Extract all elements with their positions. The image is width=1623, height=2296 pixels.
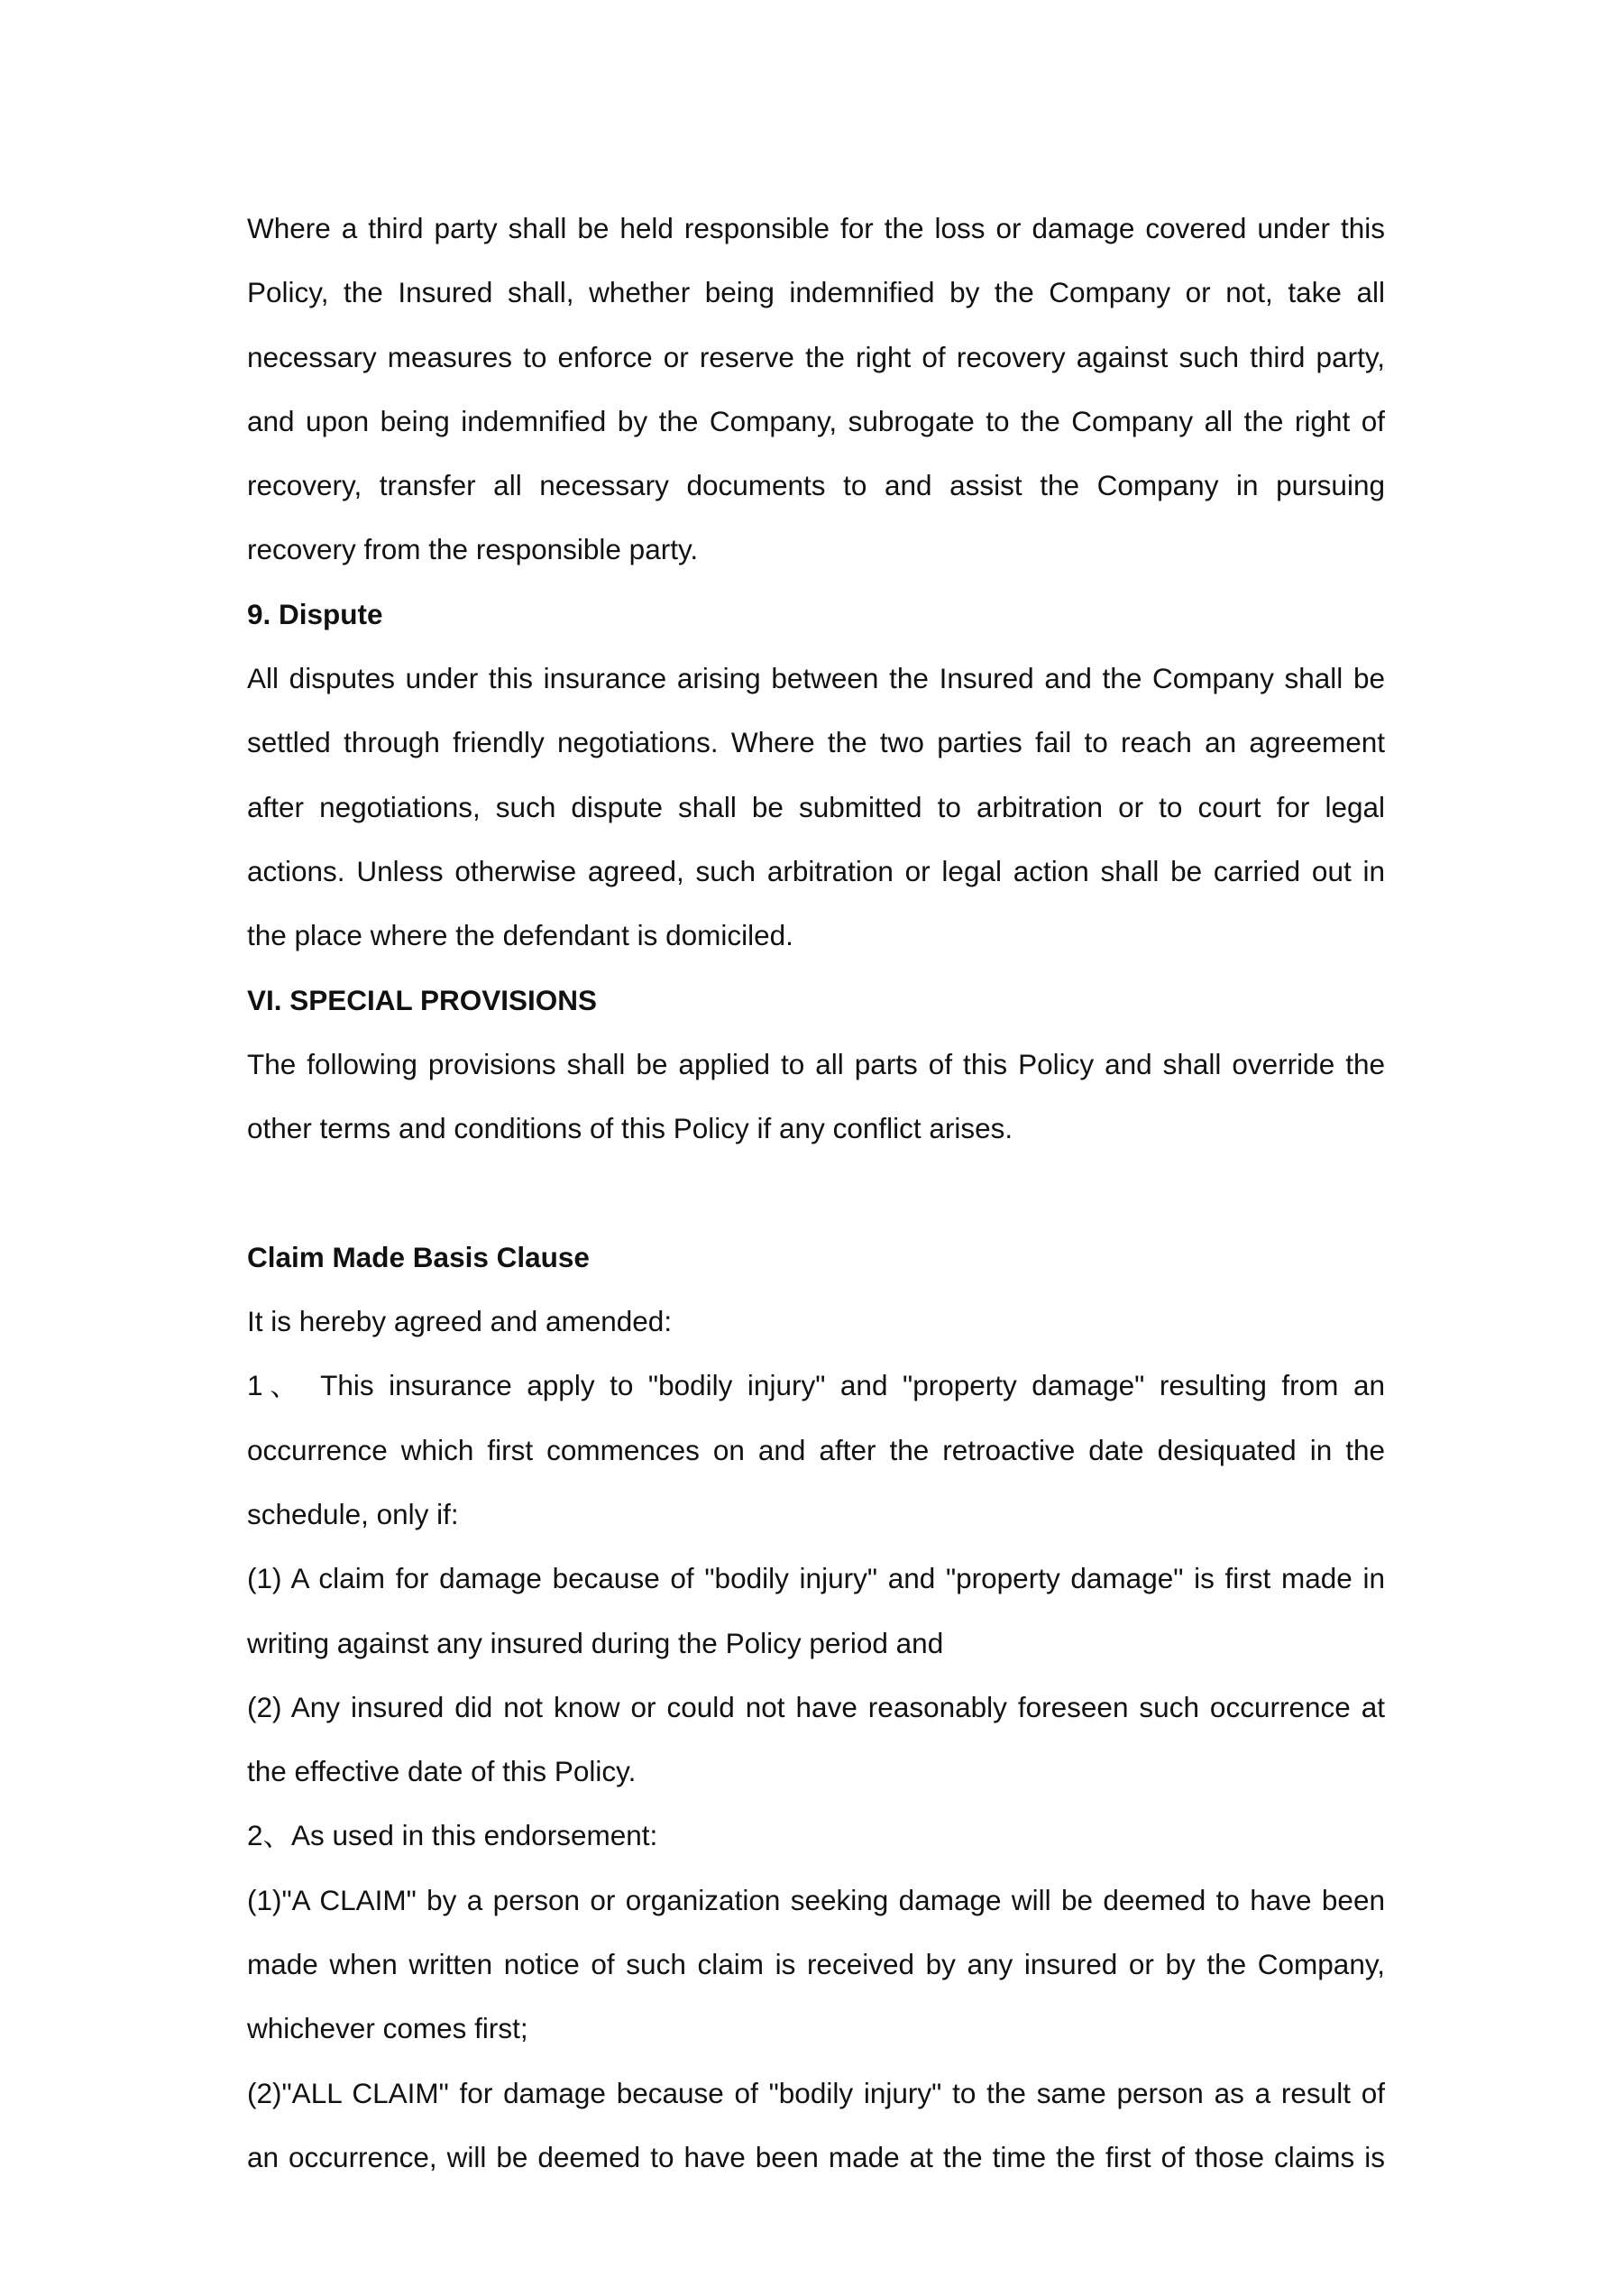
text-line: other terms and conditions of this Policy if any conflict arises. (247, 1112, 1013, 1145)
section-heading: 9. Dispute (247, 597, 383, 630)
text-line: writing against any insured during the Policy period and (247, 1626, 944, 1659)
text-line: actions. Unless otherwise agreed, such arbitration or legal action shall be carried out in (247, 854, 1385, 887)
text-line: The following provisions shall be applied to all parts of this Policy and shall override the (247, 1047, 1385, 1080)
text-line: Where a third party shall be held responsible for the loss or damage covered under this (247, 212, 1385, 244)
text-line: All disputes under this insurance arising between the Insured and the Company shall be (247, 662, 1385, 695)
text-line: (2) Any insured did not know or could not have reasonably foreseen such occurrence at (247, 1690, 1385, 1723)
text-line: (1) A claim for damage because of "bodily injury" and "property damage" is first made in (247, 1562, 1385, 1595)
section-heading: VI. SPECIAL PROVISIONS (247, 983, 598, 1016)
text-line: (2)"ALL CLAIM" for damage because of "bodily injury" to the same person as a result of (247, 2076, 1385, 2109)
text-line: whichever comes first; (247, 2012, 528, 2045)
text-line: schedule, only if: (247, 1497, 459, 1530)
text-line: recovery, transfer all necessary documents to and assist the Company in pursuing (247, 469, 1385, 502)
text-line: 2、As used in this endorsement: (247, 1819, 658, 1852)
text-line: after negotiations, such dispute shall be submitted to arbitration or to court for legal (247, 790, 1385, 823)
text-line: It is hereby agreed and amended: (247, 1305, 673, 1338)
text-line: the place where the defendant is domiciled. (247, 919, 793, 952)
text-line: and upon being indemnified by the Company, subrogate to the Company all the right of (247, 404, 1385, 437)
text-line: 1、 This insurance apply to "bodily injury" and "property damage" resulting from an (247, 1369, 1385, 1402)
document-page (247, 197, 1385, 2190)
text-line: the effective date of this Policy. (247, 1755, 637, 1788)
paragraph-spacer (247, 1161, 1385, 1225)
text-line: an occurrence, will be deemed to have been made at the time the first of those claims is (247, 2140, 1385, 2173)
text-line: (1)"A CLAIM" by a person or organization seeking damage will be deemed to have been (247, 1883, 1385, 1916)
text-line: occurrence which first commences on and after the retroactive date desiquated in the (247, 1433, 1385, 1466)
section-heading: Claim Made Basis Clause (247, 1240, 590, 1273)
text-line: recovery from the responsible party. (247, 533, 699, 566)
text-line: Policy, the Insured shall, whether being indemnified by the Company or not, take all (247, 276, 1385, 309)
text-line: made when written notice of such claim is received by any insured or by the Company, (247, 1948, 1385, 1981)
text-line: settled through friendly negotiations. Where the two parties fail to reach an agreement (247, 726, 1385, 759)
text-line: necessary measures to enforce or reserve the right of recovery against such third party, (247, 340, 1385, 373)
